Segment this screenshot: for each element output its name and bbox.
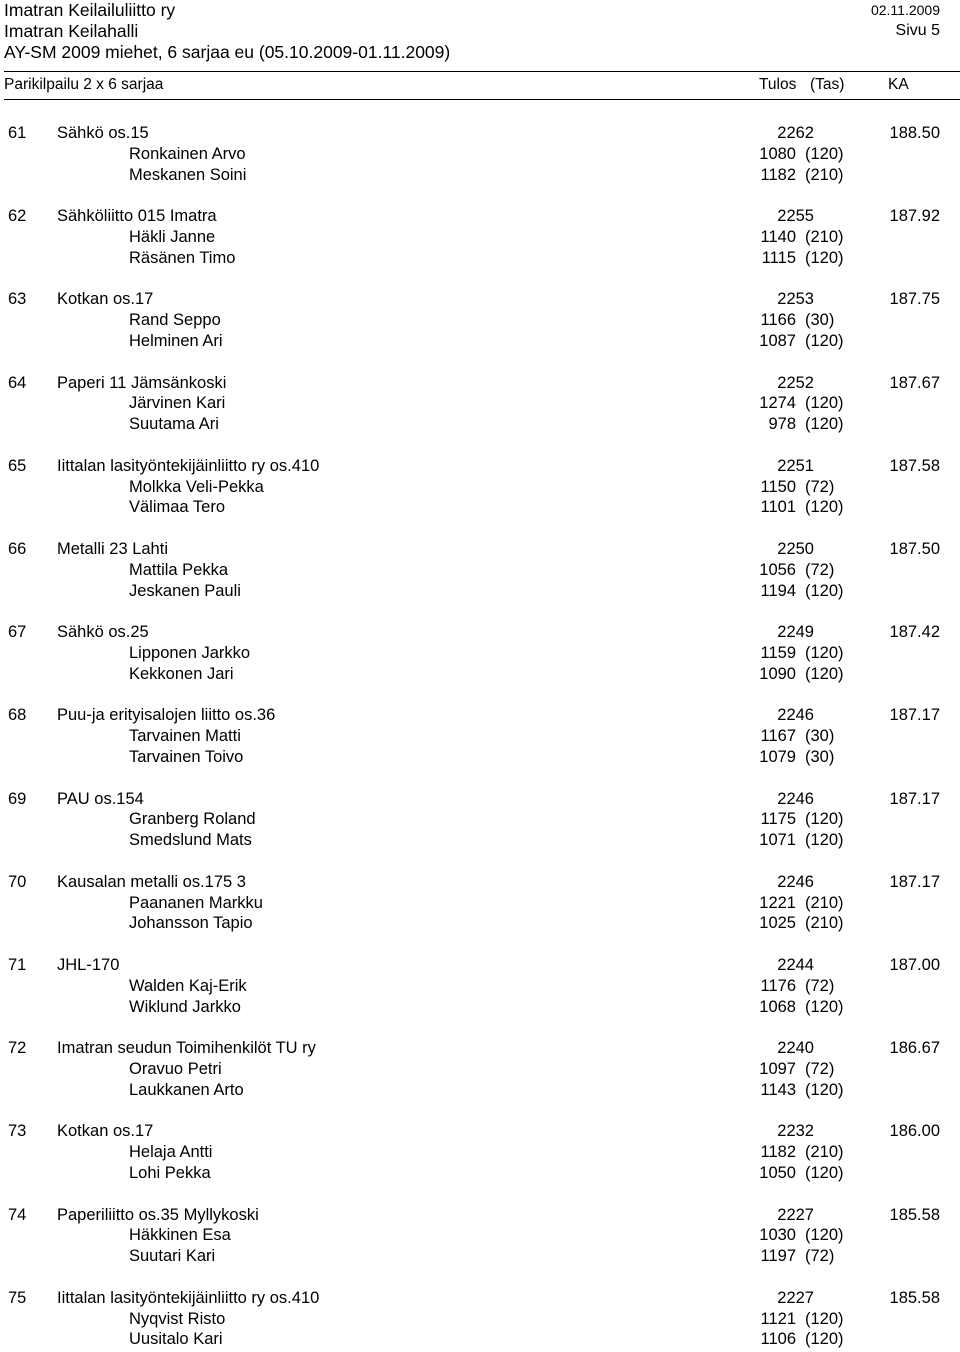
player-row [0, 145, 960, 165]
team-average: 187.42 [889, 623, 940, 642]
team-row [0, 790, 960, 810]
player-games: (210) [805, 1143, 844, 1162]
player-name: Johansson Tapio [129, 914, 253, 933]
player-row [0, 977, 960, 997]
event-title: AY-SM 2009 miehet, 6 sarjaa eu (05.10.2009-01.11.2009) [4, 42, 451, 62]
team-name: Paperi 11 Jämsänkoski [57, 373, 227, 392]
player-games: (120) [805, 644, 844, 662]
player-name: Häkkinen Esa [129, 1226, 231, 1245]
team-name: Kausalan metalli os.175 3 [57, 872, 246, 891]
player-score: 1176 [760, 976, 796, 995]
team-name: Metalli 23 Lahti [57, 540, 168, 558]
header-line-2 [4, 21, 940, 41]
player-row [0, 1247, 960, 1267]
player-row [0, 1164, 960, 1184]
team-row [0, 540, 960, 560]
result-header: Tulos [759, 76, 797, 93]
player-row [0, 249, 960, 269]
player-row [0, 394, 960, 414]
games-header: (Tas) [810, 76, 845, 93]
player-games: (120) [805, 415, 844, 434]
player-name: Jeskanen Pauli [129, 581, 241, 600]
player-name: Ronkainen Arvo [129, 144, 246, 163]
player-name: Walden Kaj-Erik [129, 976, 247, 995]
player-row [0, 665, 960, 685]
player-name: Rand Seppo [129, 311, 221, 330]
player-name: Välimaa Tero [129, 498, 225, 517]
player-score: 1056 [759, 560, 796, 579]
player-games: (210) [805, 914, 844, 933]
player-name: Smedslund Mats [129, 831, 252, 850]
player-score: 1143 [760, 1080, 796, 1099]
team-total: 2240 [777, 1039, 814, 1058]
team-rank: 62 [8, 207, 27, 226]
player-score: 1175 [760, 810, 796, 829]
team-rank: 64 [8, 373, 27, 392]
team-total: 2255 [777, 207, 814, 226]
player-games: (30) [805, 311, 835, 330]
player-row [0, 1310, 960, 1330]
player-score: 1068 [759, 997, 796, 1016]
player-row [0, 498, 960, 518]
player-games: (120) [805, 1226, 844, 1245]
team-name: PAU os.154 [57, 789, 144, 808]
player-name: Lipponen Jarkko [129, 644, 251, 662]
team-average: 187.75 [889, 290, 940, 309]
team-total: 2244 [777, 956, 814, 974]
team-rank: 66 [8, 540, 27, 558]
player-score: 1197 [760, 1247, 796, 1266]
player-score: 1194 [760, 581, 796, 600]
header-line-3 [4, 42, 940, 62]
player-row [0, 561, 960, 581]
player-row [0, 1143, 960, 1163]
team-average: 187.58 [889, 456, 940, 475]
player-score: 1167 [760, 727, 796, 746]
player-row [0, 644, 960, 664]
player-name: Helminen Ari [129, 332, 223, 350]
team-row [0, 374, 960, 394]
player-row [0, 582, 960, 602]
competition-name: Parikilpailu 2 x 6 sarjaa [4, 76, 164, 93]
team-rank: 63 [8, 290, 27, 309]
player-games: (120) [805, 248, 844, 267]
team-total: 2262 [777, 124, 814, 142]
team-total: 2246 [777, 706, 814, 725]
team-rank: 67 [8, 623, 27, 642]
player-games: (120) [805, 1080, 844, 1099]
column-header [4, 76, 960, 96]
player-score: 1097 [759, 1060, 796, 1078]
player-score: 1080 [759, 144, 796, 163]
team-average: 185.58 [889, 1288, 940, 1307]
team-row [0, 1206, 960, 1226]
player-row [0, 1060, 960, 1080]
player-score: 1274 [759, 394, 796, 413]
player-name: Häkli Janne [129, 228, 216, 246]
player-row [0, 166, 960, 186]
team-row [0, 873, 960, 893]
team-name: Sähkö os.25 [57, 623, 149, 642]
player-name: Räsänen Timo [129, 248, 236, 267]
team-name: Puu-ja erityisalojen liitto os.36 [57, 706, 276, 725]
team-row [0, 1039, 960, 1059]
player-games: (120) [805, 810, 844, 829]
team-name: Sähkö os.15 [57, 124, 149, 142]
team-rank: 61 [8, 124, 27, 142]
player-score: 1115 [761, 248, 796, 267]
team-total: 2250 [777, 540, 814, 558]
header-rule-top [4, 71, 960, 72]
player-row [0, 478, 960, 498]
player-games: (210) [805, 165, 844, 184]
player-games: (72) [805, 1247, 835, 1266]
team-average: 188.50 [889, 124, 940, 142]
player-score: 1140 [760, 228, 796, 246]
team-average: 187.17 [889, 789, 940, 808]
team-average: 187.67 [889, 373, 940, 392]
player-name: Nyqvist Risto [129, 1309, 226, 1328]
team-total: 2249 [777, 623, 814, 642]
player-row [0, 415, 960, 435]
player-score: 1071 [759, 831, 796, 850]
venue-name: Imatran Keilahalli [4, 21, 139, 41]
player-games: (120) [805, 1330, 844, 1349]
team-row [0, 457, 960, 477]
player-row [0, 914, 960, 934]
player-name: Wiklund Jarkko [129, 997, 241, 1016]
player-name: Tarvainen Toivo [129, 748, 244, 766]
player-score: 1159 [760, 644, 796, 662]
player-games: (210) [805, 228, 844, 246]
player-row [0, 831, 960, 851]
team-total: 2227 [777, 1288, 814, 1307]
player-score: 1182 [760, 1143, 796, 1162]
team-total: 2232 [777, 1122, 814, 1141]
team-total: 2251 [777, 456, 814, 475]
player-row [0, 332, 960, 352]
team-row [0, 1122, 960, 1142]
player-row [0, 1081, 960, 1101]
team-row [0, 956, 960, 976]
player-score: 1087 [759, 332, 796, 350]
player-games: (120) [805, 1164, 844, 1182]
player-name: Granberg Roland [129, 810, 256, 829]
player-name: Mattila Pekka [129, 560, 229, 579]
player-name: Helaja Antti [129, 1143, 213, 1162]
team-name: Sähköliitto 015 Imatra [57, 207, 217, 226]
team-average: 186.00 [889, 1122, 940, 1141]
team-row [0, 623, 960, 643]
player-row [0, 894, 960, 914]
player-score: 1101 [760, 498, 796, 517]
player-score: 1221 [759, 893, 796, 912]
player-name: Kekkonen Jari [129, 664, 234, 683]
team-rank: 73 [8, 1122, 27, 1141]
header-line-1 [4, 0, 940, 20]
player-score: 1166 [760, 311, 796, 330]
player-score: 1030 [759, 1226, 796, 1245]
player-score: 1079 [759, 748, 796, 766]
player-games: (120) [805, 831, 844, 850]
team-rank: 71 [8, 956, 27, 974]
org-name: Imatran Keilailuliitto ry [4, 0, 176, 20]
player-score: 1150 [760, 477, 796, 496]
player-games: (210) [805, 893, 844, 912]
team-rank: 68 [8, 706, 27, 725]
player-score: 1025 [759, 914, 796, 933]
player-row [0, 1330, 960, 1350]
team-rank: 72 [8, 1039, 27, 1058]
player-games: (120) [805, 664, 844, 683]
player-games: (72) [805, 1060, 835, 1078]
player-games: (120) [805, 394, 844, 413]
team-name: Imatran seudun Toimihenkilöt TU ry [57, 1039, 316, 1058]
team-name: Iittalan lasityöntekijäinliitto ry os.410 [57, 1288, 320, 1307]
player-name: Meskanen Soini [129, 165, 247, 184]
team-rank: 70 [8, 872, 27, 891]
team-average: 187.50 [889, 540, 940, 558]
team-rank: 69 [8, 789, 27, 808]
team-average: 187.17 [889, 872, 940, 891]
player-score: 1050 [759, 1164, 796, 1182]
avg-header: KA [888, 76, 909, 93]
player-games: (120) [805, 581, 844, 600]
header-rule-bottom [4, 99, 960, 100]
team-average: 187.00 [889, 956, 940, 974]
page-number: Sivu 5 [895, 22, 940, 39]
team-row [0, 706, 960, 726]
team-total: 2252 [777, 373, 814, 392]
team-row [0, 1289, 960, 1309]
team-average: 185.58 [889, 1205, 940, 1224]
player-games: (72) [805, 976, 835, 995]
player-row [0, 810, 960, 830]
player-games: (120) [805, 498, 844, 517]
team-average: 187.17 [889, 706, 940, 725]
player-games: (120) [805, 997, 844, 1016]
team-rank: 74 [8, 1205, 27, 1224]
player-row [0, 228, 960, 248]
player-games: (120) [805, 1309, 844, 1328]
team-total: 2253 [777, 290, 814, 309]
player-name: Järvinen Kari [129, 394, 226, 413]
player-games: (30) [805, 727, 835, 746]
team-name: Paperiliitto os.35 Myllykoski [57, 1205, 259, 1224]
team-name: JHL-170 [57, 956, 120, 974]
player-row [0, 998, 960, 1018]
player-row [0, 311, 960, 331]
player-name: Laukkanen Arto [129, 1080, 244, 1099]
player-name: Tarvainen Matti [129, 727, 241, 746]
player-games: (30) [805, 748, 835, 766]
team-rank: 75 [8, 1288, 27, 1307]
team-name: Iittalan lasityöntekijäinliitto ry os.410 [57, 456, 320, 475]
team-average: 187.92 [889, 207, 940, 226]
player-name: Paananen Markku [129, 893, 263, 912]
player-name: Molkka Veli-Pekka [129, 477, 264, 496]
player-score: 1090 [759, 664, 796, 683]
player-row [0, 727, 960, 747]
player-games: (120) [805, 332, 844, 350]
print-date: 02.11.2009 [870, 2, 940, 18]
team-average: 186.67 [889, 1039, 940, 1058]
team-total: 2246 [777, 872, 814, 891]
player-score: 1121 [760, 1309, 796, 1328]
player-games: (120) [805, 144, 844, 163]
player-name: Suutari Kari [129, 1247, 216, 1266]
team-row [0, 290, 960, 310]
team-total: 2246 [777, 789, 814, 808]
team-name: Kotkan os.17 [57, 290, 154, 309]
player-games: (72) [805, 477, 835, 496]
player-games: (72) [805, 560, 835, 579]
team-row [0, 124, 960, 144]
player-name: Uusitalo Kari [129, 1330, 223, 1349]
player-name: Lohi Pekka [129, 1164, 211, 1182]
player-row [0, 1226, 960, 1246]
player-row [0, 748, 960, 768]
team-rank: 65 [8, 456, 27, 475]
player-score: 978 [768, 415, 796, 434]
team-name: Kotkan os.17 [57, 1122, 154, 1141]
player-score: 1182 [760, 165, 796, 184]
player-name: Suutama Ari [129, 415, 219, 434]
team-total: 2227 [777, 1205, 814, 1224]
team-row [0, 207, 960, 227]
player-name: Oravuo Petri [129, 1060, 222, 1078]
player-score: 1106 [760, 1330, 796, 1349]
